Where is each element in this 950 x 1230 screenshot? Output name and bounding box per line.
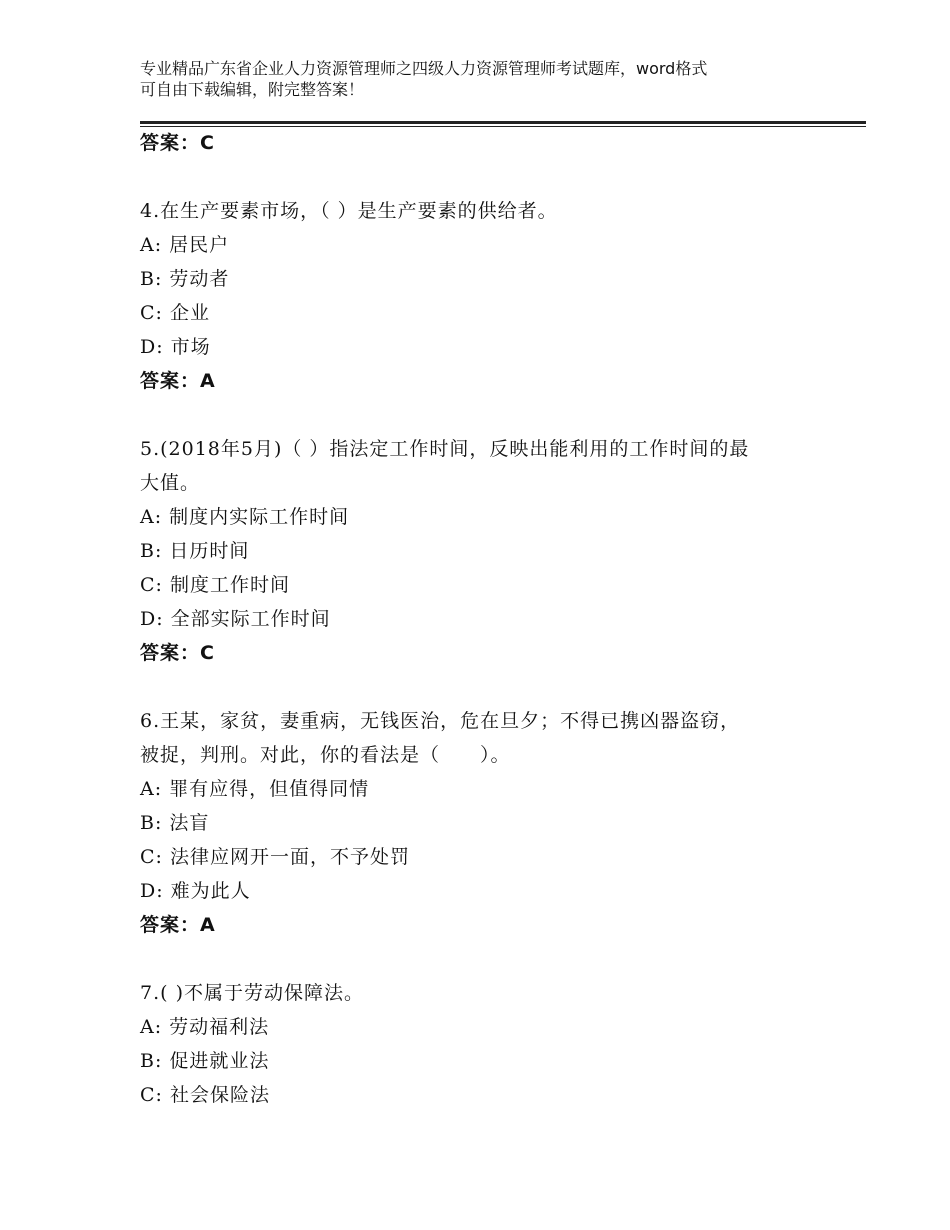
question-answer: 答案：A bbox=[140, 370, 216, 392]
previous-answer: 答案：C bbox=[140, 132, 215, 154]
option-d: D: 难为此人 bbox=[140, 880, 251, 902]
question-stem-line-2: 被捉，判刑。对此，你的看法是（ ）。 bbox=[140, 744, 511, 766]
question-7 bbox=[140, 976, 840, 1112]
option-a: A: 罪有应得，但值得同情 bbox=[140, 778, 370, 800]
option-c: C: 企业 bbox=[140, 302, 210, 324]
question-answer: 答案：A bbox=[140, 914, 216, 936]
header-line-2: 可自由下载编辑，附完整答案！ bbox=[140, 80, 365, 99]
option-c: C: 制度工作时间 bbox=[140, 574, 290, 596]
question-6 bbox=[140, 704, 840, 942]
question-stem-line-1: 6.王某，家贫，妻重病，无钱医治，危在旦夕；不得已携凶器盗窃， bbox=[140, 710, 741, 732]
option-c: C: 法律应网开一面，不予处罚 bbox=[140, 846, 410, 868]
question-5 bbox=[140, 432, 840, 670]
question-4 bbox=[140, 194, 840, 398]
question-list bbox=[140, 126, 840, 1112]
option-a: A: 制度内实际工作时间 bbox=[140, 506, 350, 528]
header-rule-thick bbox=[140, 121, 866, 124]
option-b: B: 法盲 bbox=[140, 812, 210, 834]
option-b: B: 日历时间 bbox=[140, 540, 250, 562]
option-d: D: 市场 bbox=[140, 336, 211, 358]
question-stem-line-2: 大值。 bbox=[140, 472, 201, 494]
question-answer: 答案：C bbox=[140, 642, 215, 664]
option-a: A: 居民户 bbox=[140, 234, 230, 256]
question-stem-line-1: 5.(2018年5月)（ ）指法定工作时间，反映出能利用的工作时间的最 bbox=[140, 438, 750, 460]
option-b: B: 劳动者 bbox=[140, 268, 230, 290]
question-stem: 4.在生产要素市场，（ ）是生产要素的供给者。 bbox=[140, 200, 558, 222]
question-stem: 7.( )不属于劳动保障法。 bbox=[140, 982, 364, 1004]
header-line-1: 专业精品广东省企业人力资源管理师之四级人力资源管理师考试题库，word格式 bbox=[140, 59, 708, 78]
document-header bbox=[140, 58, 820, 100]
option-a: A: 劳动福利法 bbox=[140, 1016, 270, 1038]
option-d: D: 全部实际工作时间 bbox=[140, 608, 331, 630]
option-c: C: 社会保险法 bbox=[140, 1084, 270, 1106]
option-b: B: 促进就业法 bbox=[140, 1050, 270, 1072]
